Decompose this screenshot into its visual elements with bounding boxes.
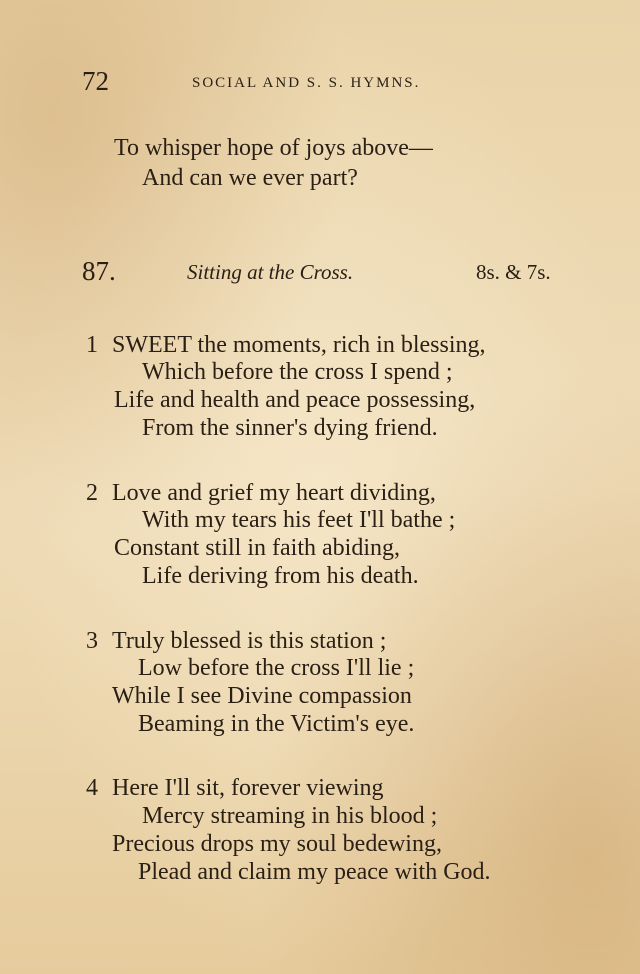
verse-line-first (86, 333, 486, 357)
verse-line-first (86, 629, 386, 653)
verse-number: 1 (86, 332, 98, 358)
hymn-meter: 8s. & 7s. (476, 260, 551, 284)
verse-line: Life deriving from his death. (142, 563, 419, 589)
continuation-line: And can we ever part? (142, 165, 358, 191)
verse-line: Plead and claim my peace with God. (138, 859, 491, 885)
verse-line: With my tears his feet I'll bathe ; (142, 507, 456, 533)
page-number: 72 (82, 66, 109, 96)
verse-line: While I see Divine compassion (112, 683, 412, 709)
verse-text: Love and grief my heart dividing, (112, 480, 436, 506)
verse-line: Constant still in faith abiding, (114, 535, 400, 561)
verse-line: Which before the cross I spend ; (142, 359, 453, 385)
verse-line: Precious drops my soul bedewing, (112, 831, 442, 857)
running-title: SOCIAL AND S. S. HYMNS. (192, 75, 421, 91)
verse-text: Truly blessed is this station ; (112, 628, 387, 654)
verse-line-first (86, 776, 384, 800)
verse-text: SWEET the moments, rich in blessing, (112, 332, 486, 358)
verse-line: Mercy streaming in his blood ; (142, 803, 438, 829)
verse-number: 2 (86, 480, 98, 506)
hymn-heading (0, 256, 640, 290)
page-header (0, 66, 640, 100)
verse-line: From the sinner's dying friend. (142, 415, 438, 441)
verse-text: Here I'll sit, forever viewing (112, 775, 384, 801)
verse-number: 3 (86, 628, 98, 654)
hymn-title: Sitting at the Cross. (187, 260, 354, 284)
verse-line: Life and health and peace possessing, (114, 387, 476, 413)
continuation-line: To whisper hope of joys above— (114, 135, 433, 161)
hymn-number: 87. (82, 256, 116, 286)
verse-number: 4 (86, 775, 98, 801)
verse-line-first (86, 481, 436, 505)
verse-line: Low before the cross I'll lie ; (138, 655, 415, 681)
verse-line: Beaming in the Victim's eye. (138, 711, 415, 737)
